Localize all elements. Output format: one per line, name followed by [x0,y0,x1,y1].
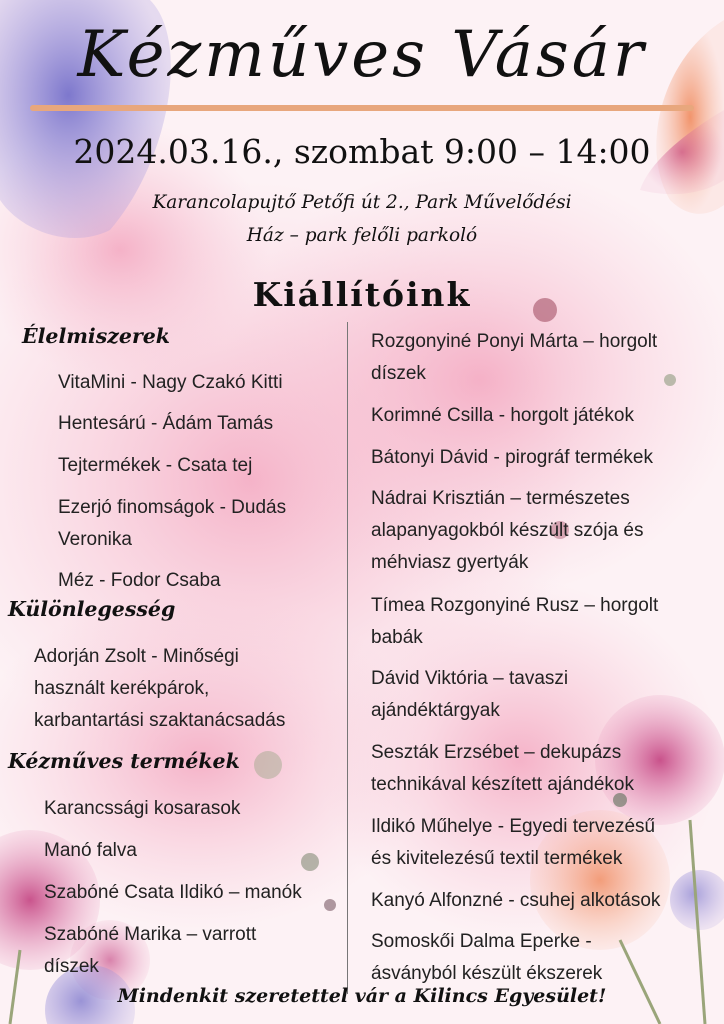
list-item: Kanyó Alfonzné - csuhej alkotások [371,890,661,911]
section-heading-special: Különlegesség [8,597,176,621]
section-heading-food: Élelmiszerek [22,324,170,348]
list-item: Manó falva [44,840,137,861]
list-item: használt kerékpárok, [34,678,210,699]
list-item: karbantartási szaktanácsadás [34,710,286,731]
list-item: Bátonyi Dávid - pirográf termékek [371,447,653,468]
list-item: Dávid Viktória – tavaszi [371,668,569,689]
address-line-1: Karancolapujtő Petőfi út 2., Park Művelődési [152,192,572,213]
list-item: Somoskői Dalma Eperke - [371,931,592,952]
list-item: díszek [371,363,426,384]
list-item: Tímea Rozgonyiné Rusz – horgolt [371,595,659,616]
address-line-2: Ház – park felőli parkoló [246,225,478,246]
list-item: Karancssági kosarasok [44,798,241,819]
footer-message: Mindenkit szeretettel vár a Kilincs Egyesület! [117,985,607,1007]
list-item: méhviasz gyertyák [371,552,529,573]
list-item: Adorján Zsolt - Minőségi [34,646,239,667]
section-heading-crafts: Kézműves termékek [8,749,240,773]
list-item: Rozgonyiné Ponyi Márta – horgolt [371,331,658,352]
list-item: Ildikó Műhelye - Egyedi tervezésű [371,816,656,837]
list-item: ajándéktárgyak [371,700,500,721]
list-item: Veronika [58,529,132,550]
list-item: Méz - Fodor Csaba [58,570,221,591]
list-item: Tejtermékek - Csata tej [58,455,253,476]
title-underline [30,105,694,111]
list-item: Korimné Csilla - horgolt játékok [371,405,634,426]
list-item: Nádrai Krisztián – természetes [371,488,630,509]
exhibitors-heading: Kiállítóink [252,275,472,314]
event-address [0,186,724,252]
list-item: Ezerjó finomságok - Dudás [58,497,287,518]
list-item: Szabóné Marika – varrott [44,924,257,945]
list-item: és kivitelezésű textil termékek [371,848,623,869]
list-item: babák [371,627,423,648]
list-item: VitaMini - Nagy Czakó Kitti [58,372,283,393]
list-item: Szabóné Csata Ildikó – manók [44,882,302,903]
list-item: Hentesárú - Ádám Tamás [58,413,274,434]
event-date-time: 2024.03.16., szombat 9:00 – 14:00 [73,132,651,171]
list-item: technikával készített ajándékok [371,774,634,795]
list-item: díszek [44,956,99,977]
list-item: alapanyagokból készült szója és [371,520,644,541]
column-divider [347,322,348,994]
list-item: ásványból készült ékszerek [371,963,603,984]
list-item: Seszták Erzsébet – dekupázs [371,742,622,763]
page-title: Kézműves Vásár [77,18,647,92]
